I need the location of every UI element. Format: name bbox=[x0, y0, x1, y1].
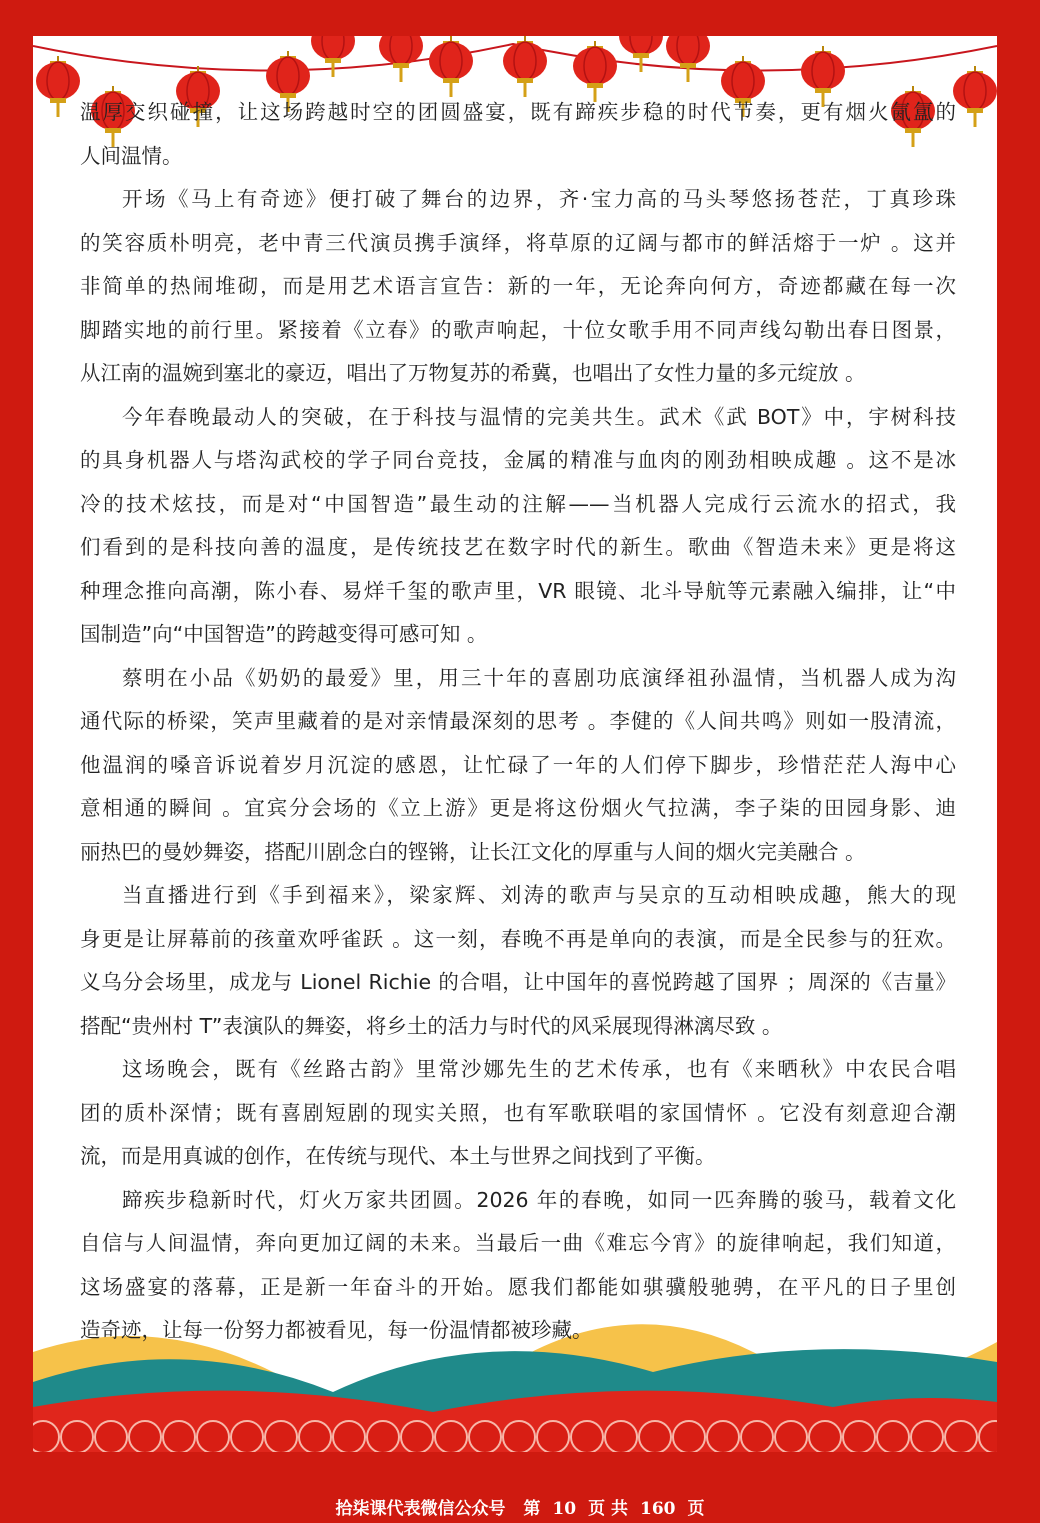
wave-pattern-circle bbox=[809, 1421, 841, 1452]
lantern-icon bbox=[666, 36, 710, 82]
wave-pattern-circle bbox=[163, 1421, 195, 1452]
text-line: 团的质朴深情；既有喜剧短剧的现实关照，也有军歌联唱的家国情怀 。它没有刻意迎合潮 bbox=[80, 1100, 956, 1125]
lantern-icon bbox=[429, 36, 473, 97]
text-line: 国制造”向“中国智造”的跨越变得可感可知 。 bbox=[80, 622, 488, 646]
text-line: 义乌分会场里，成龙与 Lionel Richie 的合唱，让中国年的喜悦跨越了国界 ；周深的《吉量》 bbox=[80, 970, 956, 994]
text-line: 温厚交织碰撞，让这场跨越时空的团圆盛宴，既有蹄疾步稳的时代节奏，更有烟火氤氲的 bbox=[80, 100, 956, 124]
text-line: 蔡明在小品《奶奶的最爱》里，用三十年的喜剧功底演绎祖孙温情，当机器人成为沟 bbox=[122, 665, 956, 690]
text-line: 蹄疾步稳新时代，灯火万家共团圆。2026 年的春晚，如同一匹奔腾的骏马，载着文化 bbox=[122, 1187, 956, 1212]
text-line: 他温润的嗓音诉说着岁月沉淀的感恩，让忙碌了一年的人们停下脚步，珍惜茫茫人海中心 bbox=[80, 752, 956, 777]
text-line: 搭配“贵州村 T”表演队的舞姿，将乡土的活力与时代的风采展现得淋漓尽致 。 bbox=[80, 1013, 783, 1038]
footer-source: 拾柒课代表微信公众号 bbox=[335, 1499, 506, 1519]
text-line: 身更是让屏幕前的孩童欢呼雀跃 。这一刻，春晚不再是单向的表演，而是全民参与的狂欢。 bbox=[80, 926, 956, 951]
wave-pattern-circle bbox=[503, 1421, 535, 1452]
paragraph bbox=[80, 1048, 956, 1179]
wave-pattern-circle bbox=[537, 1421, 569, 1452]
text-line: 从江南的温婉到塞北的豪迈，唱出了万物复苏的希冀，也唱出了女性力量的多元绽放 。 bbox=[80, 361, 866, 385]
wave-pattern-circle bbox=[129, 1421, 161, 1452]
wave-pattern-circle bbox=[843, 1421, 875, 1452]
lantern-icon bbox=[379, 36, 423, 82]
wave-pattern-circle bbox=[367, 1421, 399, 1452]
wave-pattern-circle bbox=[571, 1421, 603, 1452]
text-line: 种理念推向高潮，陈小春、易烊千玺的歌声里，VR 眼镜、北斗导航等元素融入编排，让“中 bbox=[80, 578, 956, 603]
wave-pattern-circle bbox=[299, 1421, 331, 1452]
paragraph bbox=[80, 178, 956, 396]
lantern-icon bbox=[311, 36, 355, 77]
document-page bbox=[33, 36, 997, 1452]
paragraph bbox=[80, 396, 956, 657]
page-footer bbox=[0, 1494, 1040, 1519]
article-body bbox=[80, 91, 956, 1353]
lantern-icon bbox=[36, 56, 80, 117]
text-line: 冷的技术炫技，而是对“中国智造”最生动的注解——当机器人完成行云流水的招式，我 bbox=[80, 491, 956, 516]
text-line: 流，而是用真诚的创作，在传统与现代、本土与世界之间找到了平衡。 bbox=[80, 1144, 716, 1168]
text-line: 自信与人间温情，奔向更加辽阔的未来。当最后一曲《难忘今宵》的旋律响起，我们知道， bbox=[80, 1231, 956, 1255]
wave-pattern-circle bbox=[775, 1421, 807, 1452]
wave-pattern-circle bbox=[639, 1421, 671, 1452]
wave-pattern-circle bbox=[605, 1421, 637, 1452]
wave-pattern-circle bbox=[61, 1421, 93, 1452]
footer-total-pages: 160 bbox=[640, 1499, 676, 1519]
footer-page-number: 10 bbox=[552, 1499, 577, 1519]
text-line: 意相通的瞬间 。宜宾分会场的《立上游》更是将这份烟火气拉满，李子柒的田园身影、迪 bbox=[80, 796, 956, 820]
wave-pattern-circle bbox=[333, 1421, 365, 1452]
text-line: 今年春晚最动人的突破，在于科技与温情的完美共生。武术《武 BOT》中，宇树科技 bbox=[122, 404, 956, 429]
wave-pattern-circle bbox=[945, 1421, 977, 1452]
text-line: 这场盛宴的落幕，正是新一年奋斗的开始。愿我们都能如骐骥般驰骋，在平凡的日子里创 bbox=[80, 1274, 956, 1299]
wave-pattern-circle bbox=[95, 1421, 127, 1452]
text-line: 这场晚会，既有《丝路古韵》里常沙娜先生的艺术传承，也有《来晒秋》中农民合唱 bbox=[122, 1057, 956, 1081]
footer-page-prefix: 第 bbox=[523, 1499, 541, 1519]
wave-pattern-circle bbox=[673, 1421, 705, 1452]
footer-page-suffix: 页 bbox=[687, 1499, 705, 1519]
wave-pattern-circle bbox=[741, 1421, 773, 1452]
text-line: 造奇迹，让每一份努力都被看见，每一份温情都被珍藏。 bbox=[80, 1318, 593, 1342]
text-line: 的笑容质朴明亮，老中青三代演员携手演绎，将草原的辽阔与都市的鲜活熔于一炉 。这并 bbox=[80, 230, 956, 255]
text-line: 当直播进行到《手到福来》，梁家辉、刘涛的歌声与吴京的互动相映成趣，熊大的现 bbox=[122, 883, 956, 907]
wave-pattern-circle bbox=[265, 1421, 297, 1452]
lantern-icon bbox=[953, 66, 997, 127]
text-line: 非简单的热闹堆砌，而是用艺术语言宣告：新的一年，无论奔向何方，奇迹都藏在每一次 bbox=[80, 274, 956, 298]
text-line: 脚踏实地的前行里。紧接着《立春》的歌声响起，十位女歌手用不同声线勾勒出春日图景， bbox=[80, 317, 956, 342]
paragraph bbox=[80, 91, 956, 178]
wave-pattern-circle bbox=[469, 1421, 501, 1452]
wave-pattern-circle bbox=[197, 1421, 229, 1452]
wave-pattern-circle bbox=[435, 1421, 467, 1452]
wave-pattern-circle bbox=[911, 1421, 943, 1452]
footer-page-mid: 页 共 bbox=[588, 1499, 628, 1519]
text-line: 开场《马上有奇迹》便打破了舞台的边界，齐·宝力高的马头琴悠扬苍茫，丁真珍珠 bbox=[122, 187, 956, 211]
paragraph bbox=[80, 874, 956, 1048]
wave-pattern-circle bbox=[231, 1421, 263, 1452]
text-line: 通代际的桥梁，笑声里藏着的是对亲情最深刻的思考 。李健的《人间共鸣》则如一股清流， bbox=[80, 709, 956, 733]
text-line: 的具身机器人与塔沟武校的学子同台竞技，金属的精准与血肉的刚劲相映成趣 。这不是冰 bbox=[80, 448, 956, 472]
wave-pattern-circle bbox=[877, 1421, 909, 1452]
text-line: 们看到的是科技向善的温度，是传统技艺在数字时代的新生。歌曲《智造未来》更是将这 bbox=[80, 535, 956, 559]
paragraph bbox=[80, 1179, 956, 1353]
wave-pattern-circle bbox=[401, 1421, 433, 1452]
text-line: 丽热巴的曼妙舞姿，搭配川剧念白的铿锵，让长江文化的厚重与人间的烟火完美融合 。 bbox=[80, 839, 866, 864]
wave-pattern-circle bbox=[33, 1421, 59, 1452]
text-line: 人间温情。 bbox=[80, 143, 183, 168]
paragraph bbox=[80, 657, 956, 875]
wave-pattern-circle bbox=[707, 1421, 739, 1452]
